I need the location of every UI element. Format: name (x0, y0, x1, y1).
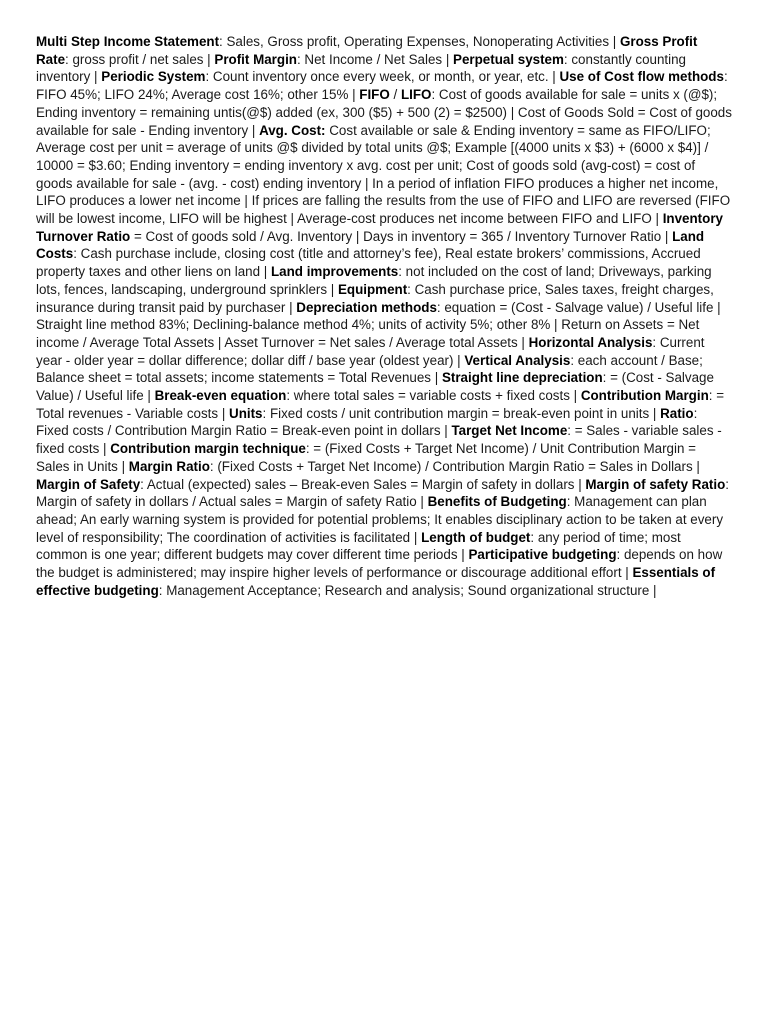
term-definition: : Fixed costs / unit contribution margin = break-even point in units | (262, 405, 661, 421)
term-definition: : Actual (expected) sales – Break-even Sales = Margin of safety in dollars | (140, 476, 586, 492)
term-heading: Target Net Income (451, 423, 568, 439)
term-heading: Length of budget (421, 529, 531, 545)
term-heading: Contribution margin technique (110, 441, 306, 457)
term-heading: Land improvements (270, 264, 399, 280)
term-heading: Profit Margin (214, 51, 297, 67)
term-definition: : = (Cost - Salvage Value) / Useful life | (36, 370, 714, 404)
term-definition: : equation = (Cost - Salvage value) / Useful life | Straight line method 83%; Declining-balance method 4%; units of activity 5%; other 8% | Return on Assets = Net income / Average Total Assets | Asset Turnover = Net sales / Average total Assets | (36, 299, 721, 350)
term-definition: : FIFO 45%; LIFO 24%; Average cost 16%; other 15% | (36, 69, 728, 103)
term-definition: : depends on how the budget is administered; may inspire higher levels of performance or discourage additional effort | (36, 547, 723, 581)
term-definition: : = Sales - variable sales - fixed costs | (36, 423, 722, 457)
term-definition: : = (Fixed Costs + Target Net Income) / Unit Contribution Margin = Sales in Units | (36, 441, 696, 474)
term-heading: Inventory Turnover Ratio (36, 211, 723, 244)
term-heading: Straight line depreciation (441, 370, 603, 386)
term-definition: : not included on the cost of land; Driveways, parking lots, fences, landscaping, underground sprinklers | (36, 264, 712, 297)
term-heading: Margin of Safety (36, 476, 141, 492)
term-definition: : where total sales = variable costs + fixed costs | (286, 388, 581, 404)
term-definition: : Cost of goods available for sale = units x (@$); Ending inventory = remaining untis(@$) added (ex, 300 ($5) + 500 (2) = $2500) | Cost of Goods Sold = Cost of goods available for sale - Ending inventory | (36, 87, 732, 138)
term-heading: Vertical Analysis (464, 352, 571, 368)
term-definition: : (Fixed Costs + Target Net Income) / Contribution Margin Ratio = Sales in Dollars | (209, 458, 700, 474)
term-heading: Margin Ratio (128, 458, 210, 474)
term-heading: Horizontal Analysis (528, 334, 653, 350)
term-definition: Cost available or sale & Ending inventory = same as FIFO/LIFO; Average cost per unit = average of units @$ divided by total units @$; Example [(4000 units x $3) + (6000 x $4)] / 10000 = $3.60; Ending inventory = ending inventory x avg. cost per unit; Cost of goods sold (avg-cost) = cost of goods available for sale - (avg. - cost) ending inventory | In a period of inflation FIFO produces a higher net income, LIFO produces a lower net income | If prices are falling the results from the use of FIFO and LIFO are reversed (FIFO will be lowest income, LIFO will be highest | Average-cost produces net income between FIFO and LIFO | (36, 122, 731, 227)
term-definition: : any period of time; most common is one year; different budgets may cover different time periods | (36, 529, 681, 563)
term-definition: : = Total revenues - Variable costs | (36, 388, 725, 421)
term-heading: Avg. Cost: (259, 122, 326, 138)
term-heading: Contribution Margin (580, 388, 709, 404)
term-heading: Essentials of effective budgeting (36, 565, 716, 598)
term-heading: Equipment (337, 281, 408, 297)
term-definition: : Count inventory once every week, or month, or year, etc. | (205, 69, 560, 85)
study-notes-paragraph (36, 33, 732, 600)
term-definition: = Cost of goods sold / Avg. Inventory | Days in inventory = 365 / Inventory Turnover Ratio | (130, 228, 673, 244)
term-heading: Multi Step Income Statement (36, 34, 220, 49)
term-heading: Depreciation methods (296, 299, 437, 315)
term-definition: : constantly counting inventory | (36, 51, 687, 85)
term-heading: Units (229, 405, 263, 421)
term-heading: LIFO (400, 87, 432, 103)
term-heading: Break-even equation (154, 388, 287, 404)
term-heading: Participative budgeting (468, 547, 617, 563)
term-heading: Land Costs (36, 228, 705, 262)
term-definition: : Management can plan ahead; An early warning system is provided for potential problems; It enables disciplinary action to be taken at every level of responsibility; The coordination of activities is facilitated | (36, 494, 724, 545)
term-heading: Perpetual system (453, 51, 564, 67)
term-definition: / (389, 87, 401, 103)
term-definition: : Margin of safety in dollars / Actual sales = Margin of safety Ratio | (36, 476, 730, 510)
term-heading: Ratio (660, 405, 694, 421)
term-heading: Use of Cost flow methods (559, 69, 724, 85)
term-definition: : Sales, Gross profit, Operating Expenses, Nonoperating Activities | (219, 34, 620, 49)
term-heading: FIFO (359, 87, 390, 103)
term-definition: : each account / Base; Balance sheet = total assets; income statements = Total Revenues | (36, 352, 703, 386)
term-definition: : Management Acceptance; Research and analysis; Sound organizational structure | (158, 582, 657, 598)
term-heading: Periodic System (101, 69, 206, 85)
term-heading: Gross Profit Rate (36, 34, 698, 67)
term-definition: : Fixed costs / Contribution Margin Ratio = Break-even point in dollars | (36, 405, 698, 439)
term-definition: : Cash purchase include, closing cost (title and attorney’s fee), Real estate brokers’ commissions, Accrued property taxes and other liens on land | (36, 246, 701, 280)
term-definition: : Net Income / Net Sales | (296, 51, 454, 67)
term-definition: : Current year - older year = dollar difference; dollar diff / base year (oldest year) | (36, 334, 705, 368)
term-heading: Margin of safety Ratio (585, 476, 726, 492)
term-definition: : gross profit / net sales | (65, 51, 215, 67)
term-heading: Benefits of Budgeting (427, 494, 567, 510)
term-definition: : Cash purchase price, Sales taxes, freight charges, insurance during transit paid by purchaser | (36, 281, 714, 315)
